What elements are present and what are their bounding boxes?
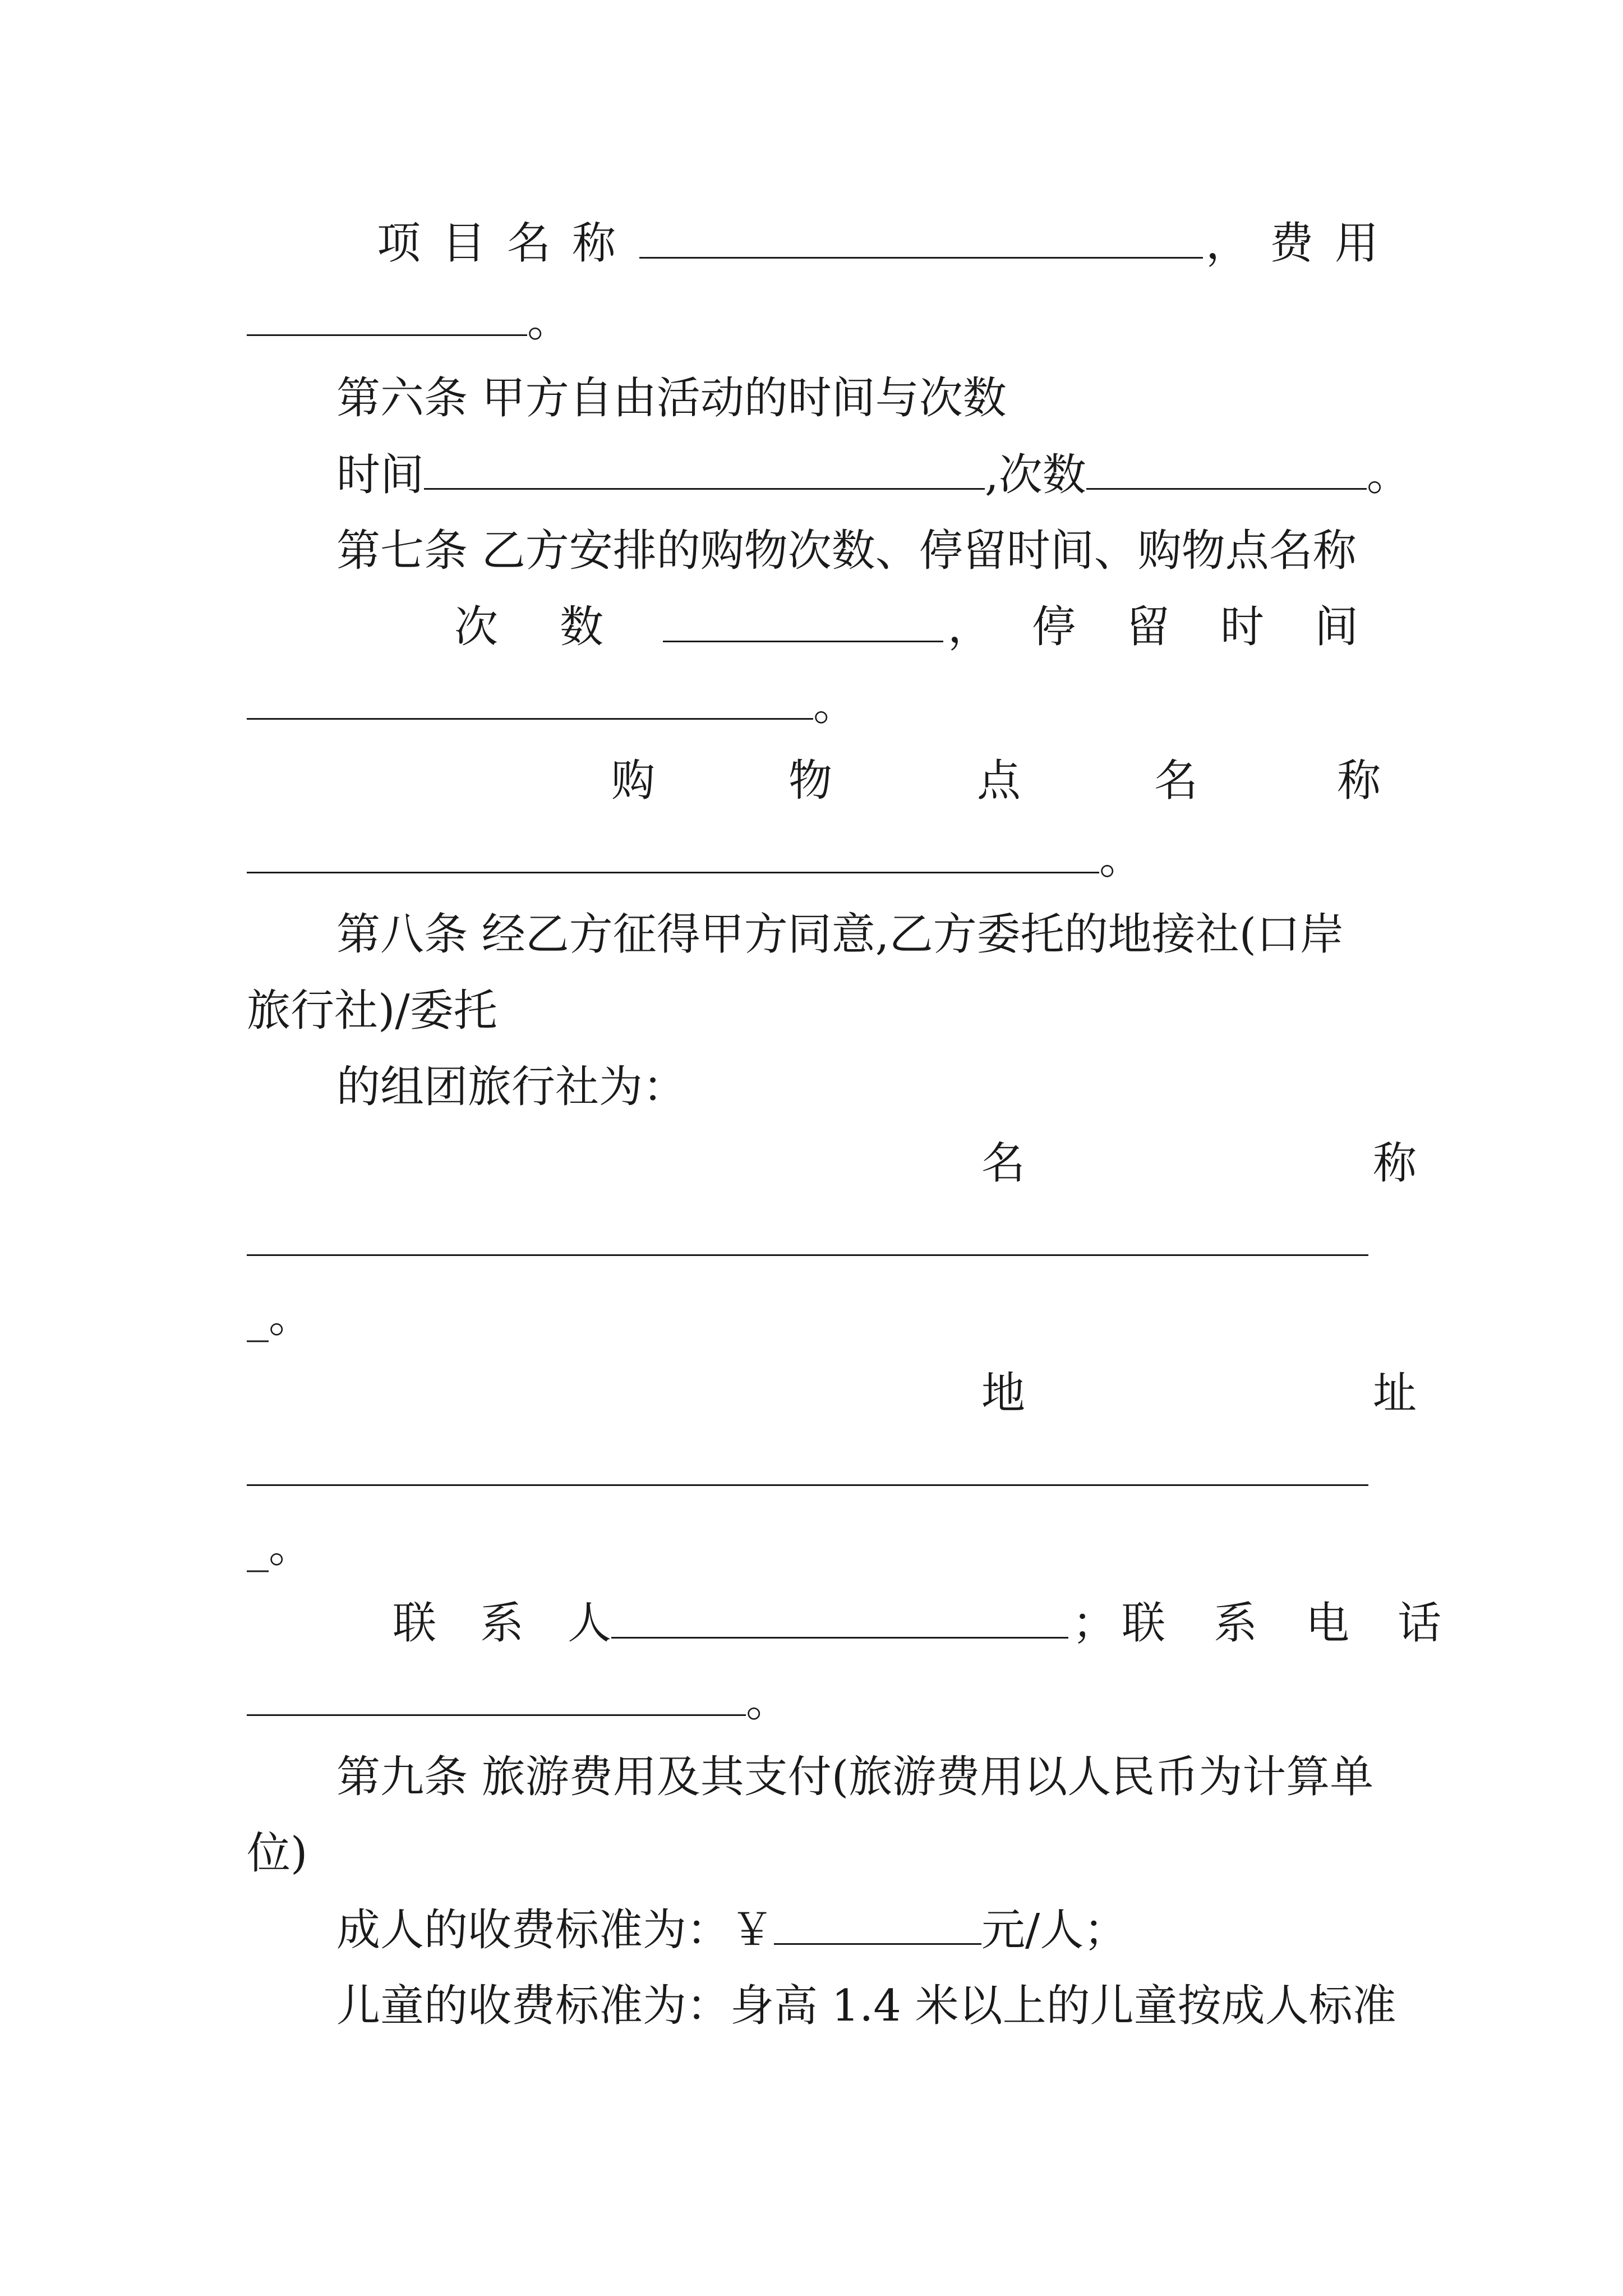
count-char: 次 bbox=[454, 602, 499, 652]
agency-address-field[interactable] bbox=[247, 1443, 1368, 1499]
fee-end: 。 bbox=[527, 296, 571, 347]
shop-char: 称 bbox=[1337, 756, 1381, 806]
adult-fee-label: 成人的收费标准为：￥ bbox=[336, 1905, 774, 1955]
contact-char: 人 bbox=[568, 1598, 612, 1649]
time-field[interactable] bbox=[424, 447, 985, 490]
shop-name-field[interactable] bbox=[247, 830, 1099, 873]
article9-line2: 位) bbox=[247, 1828, 308, 1879]
contact-person-field[interactable] bbox=[611, 1595, 1068, 1652]
project-label-char: 称 bbox=[572, 218, 616, 269]
child-fee-line: 儿童的收费标准为：身高 1.4 米以上的儿童按成人标准 bbox=[336, 1981, 1396, 2031]
article8-line1: 第八条 经乙方征得甲方同意,乙方委托的地接社(口岸 bbox=[336, 909, 1344, 960]
project-name-line bbox=[377, 215, 616, 272]
project-label-char: 目 bbox=[442, 218, 486, 269]
contact-semicolon: ； bbox=[1072, 1598, 1117, 1649]
contact-phone-field[interactable] bbox=[247, 1673, 746, 1716]
article6-end: 。 bbox=[1366, 450, 1410, 500]
project-name-field[interactable] bbox=[639, 215, 1203, 272]
agency-name-char: 名 bbox=[981, 1138, 1026, 1189]
count-char: 数 bbox=[560, 602, 604, 652]
fee-field[interactable] bbox=[247, 293, 527, 336]
phone-end: 。 bbox=[746, 1676, 790, 1727]
shop-char: 物 bbox=[789, 756, 833, 806]
shop-char: 点 bbox=[977, 756, 1021, 806]
project-label-char: 项 bbox=[377, 218, 421, 269]
fee-label-char: 用 bbox=[1335, 218, 1379, 269]
fee-label bbox=[1270, 215, 1378, 272]
stay-time-line bbox=[247, 677, 857, 733]
stay-time-field[interactable] bbox=[247, 677, 813, 720]
phone-char: 联 bbox=[1122, 1598, 1166, 1649]
agency-address-end: _。 bbox=[247, 1522, 313, 1572]
count-field[interactable] bbox=[1086, 447, 1367, 490]
article6-heading: 第六条 甲方自由活动的时间与次数 bbox=[336, 373, 1007, 424]
project-label-char: 名 bbox=[507, 218, 551, 269]
contact-phone-label bbox=[1122, 1595, 1441, 1651]
article8-line3: 的组团旅行社为： bbox=[336, 1062, 687, 1112]
shopping-count-comma: ， bbox=[948, 602, 992, 652]
phone-char: 话 bbox=[1398, 1598, 1442, 1649]
shop-char: 购 bbox=[611, 756, 656, 806]
stay-char: 留 bbox=[1126, 602, 1170, 652]
contact-char: 系 bbox=[480, 1598, 524, 1649]
agency-address-label bbox=[981, 1365, 1417, 1421]
shop-char: 名 bbox=[1154, 756, 1198, 806]
stay-end: 。 bbox=[813, 680, 857, 730]
shopping-count-field[interactable] bbox=[663, 599, 943, 656]
stay-char: 停 bbox=[1032, 602, 1076, 652]
contact-phone-line bbox=[247, 1673, 790, 1729]
stay-char: 间 bbox=[1315, 602, 1359, 652]
adult-fee-field[interactable] bbox=[774, 1902, 981, 1945]
article9-line1: 第九条 旅游费用及其支付(旅游费用以人民币为计算单 bbox=[336, 1752, 1374, 1802]
phone-char: 电 bbox=[1306, 1598, 1350, 1649]
article6-time-count-line bbox=[336, 447, 1410, 503]
stay-time-label bbox=[1032, 599, 1358, 655]
shop-name-line bbox=[247, 830, 1143, 887]
contact-char: 联 bbox=[393, 1598, 437, 1649]
time-label: 时间 bbox=[336, 450, 425, 500]
agency-address-char: 地 bbox=[981, 1368, 1026, 1419]
shopping-count-label bbox=[454, 599, 603, 655]
article8-line2: 旅行社)/委托 bbox=[247, 986, 497, 1036]
fee-label-char: 费 bbox=[1270, 218, 1314, 269]
shop-end: 。 bbox=[1099, 834, 1144, 884]
agency-name-end: _。 bbox=[247, 1292, 313, 1342]
agency-address-char: 址 bbox=[1373, 1368, 1417, 1419]
project-comma: ， bbox=[1206, 218, 1250, 269]
adult-fee-unit: 元/人； bbox=[981, 1905, 1128, 1955]
count-label: ,次数 bbox=[985, 450, 1086, 500]
contact-person-label bbox=[393, 1595, 611, 1651]
agency-name-char: 称 bbox=[1373, 1138, 1417, 1189]
phone-char: 系 bbox=[1214, 1598, 1258, 1649]
shop-name-label bbox=[611, 753, 1381, 809]
fee-line bbox=[247, 293, 571, 349]
adult-fee-line bbox=[336, 1902, 1127, 1958]
agency-name-field[interactable] bbox=[247, 1213, 1368, 1269]
stay-char: 时 bbox=[1220, 602, 1265, 652]
article7-heading: 第七条 乙方安排的购物次数、停留时间、购物点名称 bbox=[336, 526, 1357, 576]
agency-name-label bbox=[981, 1135, 1417, 1191]
